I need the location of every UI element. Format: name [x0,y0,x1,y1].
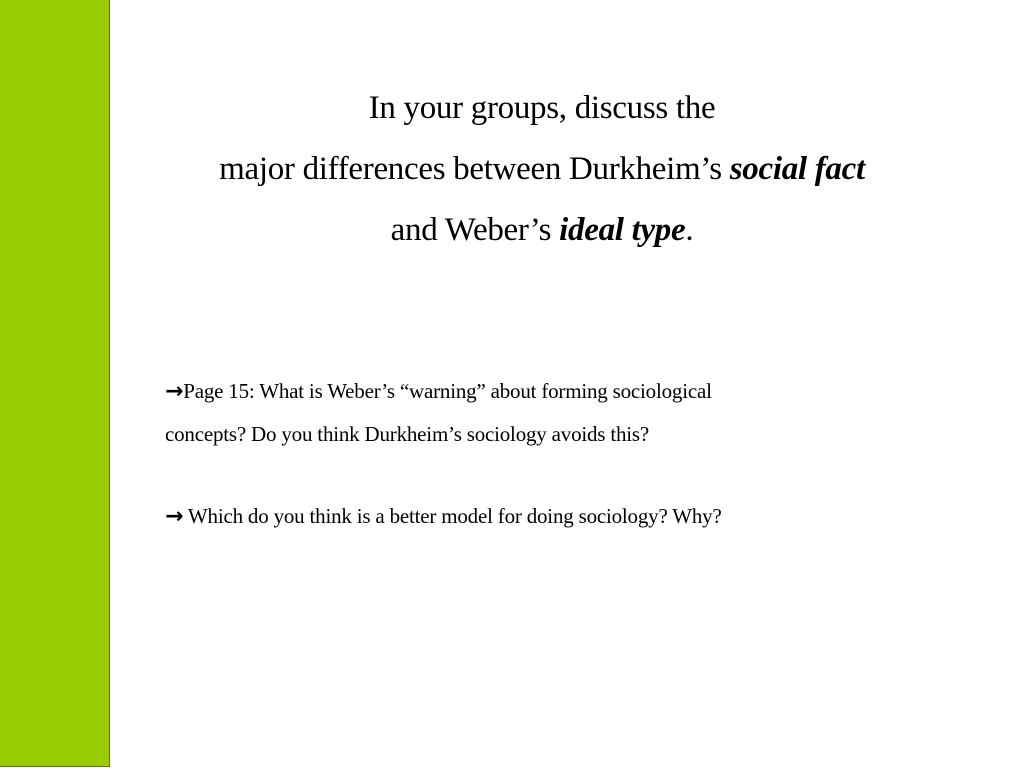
question-1-line-1: Page 15: What is Weber’s “warning” about forming sociological [183,379,712,403]
question-2-text: Which do you think is a better model for doing sociology? Why? [183,504,722,528]
social-fact-term: social fact [729,151,865,187]
right-arrow-icon: → [165,504,184,529]
ideal-type-term: ideal type [559,212,686,248]
slide-title [120,78,964,261]
title-line-2-text: major differences between Durkheim’s [219,151,730,187]
title-line-1: In your groups, discuss the [368,90,716,126]
right-arrow-icon: → [165,379,184,404]
discussion-questions [165,370,885,538]
title-line-3 [120,200,964,261]
question-2 [165,495,885,538]
spacer [165,455,885,495]
title-period: . [685,212,694,248]
accent-side-bar [0,0,110,767]
question-1 [165,370,885,413]
title-line-3-text: and Weber’s [390,212,560,248]
question-1-continuation: concepts? Do you think Durkheim’s sociology avoids this? [165,422,649,446]
title-line-2 [120,139,964,200]
